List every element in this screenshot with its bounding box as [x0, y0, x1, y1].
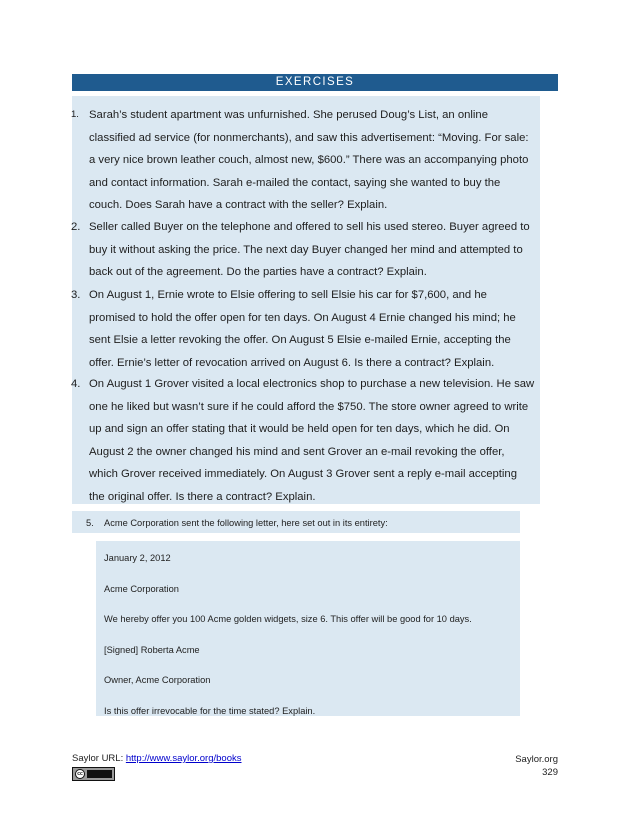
exercise-number: 5. — [86, 518, 94, 528]
exercise-number: 2. — [71, 221, 81, 233]
footer-right — [515, 753, 558, 779]
exercise-number: 3. — [71, 289, 81, 301]
footer-url-label: Saylor URL: — [72, 753, 124, 764]
exercise-text: Seller called Buyer on the telephone and offered to sell his used stereo. Buyer agreed to buy it without asking the price. The next day Buyer changed her mind and attempted to back out of the agreement. Do the parties have a contract? Explain. — [89, 221, 530, 278]
cc-license-icon[interactable] — [72, 767, 115, 781]
exercise-number: 4. — [71, 378, 81, 390]
exercise-2 — [71, 216, 535, 284]
cc-icon: cc — [75, 769, 85, 779]
letter-signer-title: Owner, Acme Corporation — [104, 675, 211, 685]
license-terms-icon — [87, 770, 112, 778]
letter-box — [96, 541, 520, 716]
exercise-4 — [71, 373, 535, 508]
saylor-books-link[interactable]: http://www.saylor.org/books — [125, 753, 242, 764]
exercise-text: On August 1 Grover visited a local electronics shop to purchase a new television. He saw one he liked but wasn’t sure if he could afford the $750. The store owner agreed to write up and sign an offer stating that it would be held open for ten days, which he did. On August 2 the owner changed his mind and sent Grover an e-mail revoking the offer, which Grover received immediately. On August 3 Grover sent a reply e-mail accepting the original offer. Is there a contract? Explain. — [89, 378, 535, 503]
letter-signature: [Signed] Roberta Acme — [104, 645, 200, 655]
letter-company: Acme Corporation — [104, 584, 179, 594]
site-name: Saylor.org — [515, 754, 558, 765]
exercise-5-lead-text: Acme Corporation sent the following letter, here set out in its entirety: — [104, 518, 388, 528]
exercise-text: On August 1, Ernie wrote to Elsie offering to sell Elsie his car for $7,600, and he promised to hold the offer open for ten days. On August 4 Ernie changed his mind; he sent Elsie a letter revoking the offer. On August 5 Elsie e-mailed Ernie, accepting the offer. Ernie’s letter of revocation arrived on August 6. Is there a contract? Explain. — [89, 289, 516, 369]
exercises-header: EXERCISES — [72, 74, 558, 91]
page-number: 329 — [542, 767, 558, 778]
footer-url — [72, 753, 242, 765]
exercise-5-lead — [86, 516, 388, 530]
exercise-3 — [71, 284, 535, 374]
letter-question: Is this offer irrevocable for the time stated? Explain. — [104, 706, 316, 716]
letter-date: January 2, 2012 — [104, 553, 171, 563]
exercise-number: 1. — [71, 109, 79, 120]
exercise-text: Sarah’s student apartment was unfurnished. She perused Doug’s List, an online classified ad service (for nonmerchants), and saw this advertisement: “Moving. For sale: a very nice brown leather couch, almost new, $600.” There was an accompanying photo and contact information. Sarah e-mailed the contact, saying she wanted to buy the couch. Does Sarah have a contract with the seller? Explain. — [89, 109, 529, 211]
exercise-1 — [71, 104, 535, 217]
letter-body: We hereby offer you 100 Acme golden widgets, size 6. This offer will be good for 10 days. — [104, 614, 472, 624]
